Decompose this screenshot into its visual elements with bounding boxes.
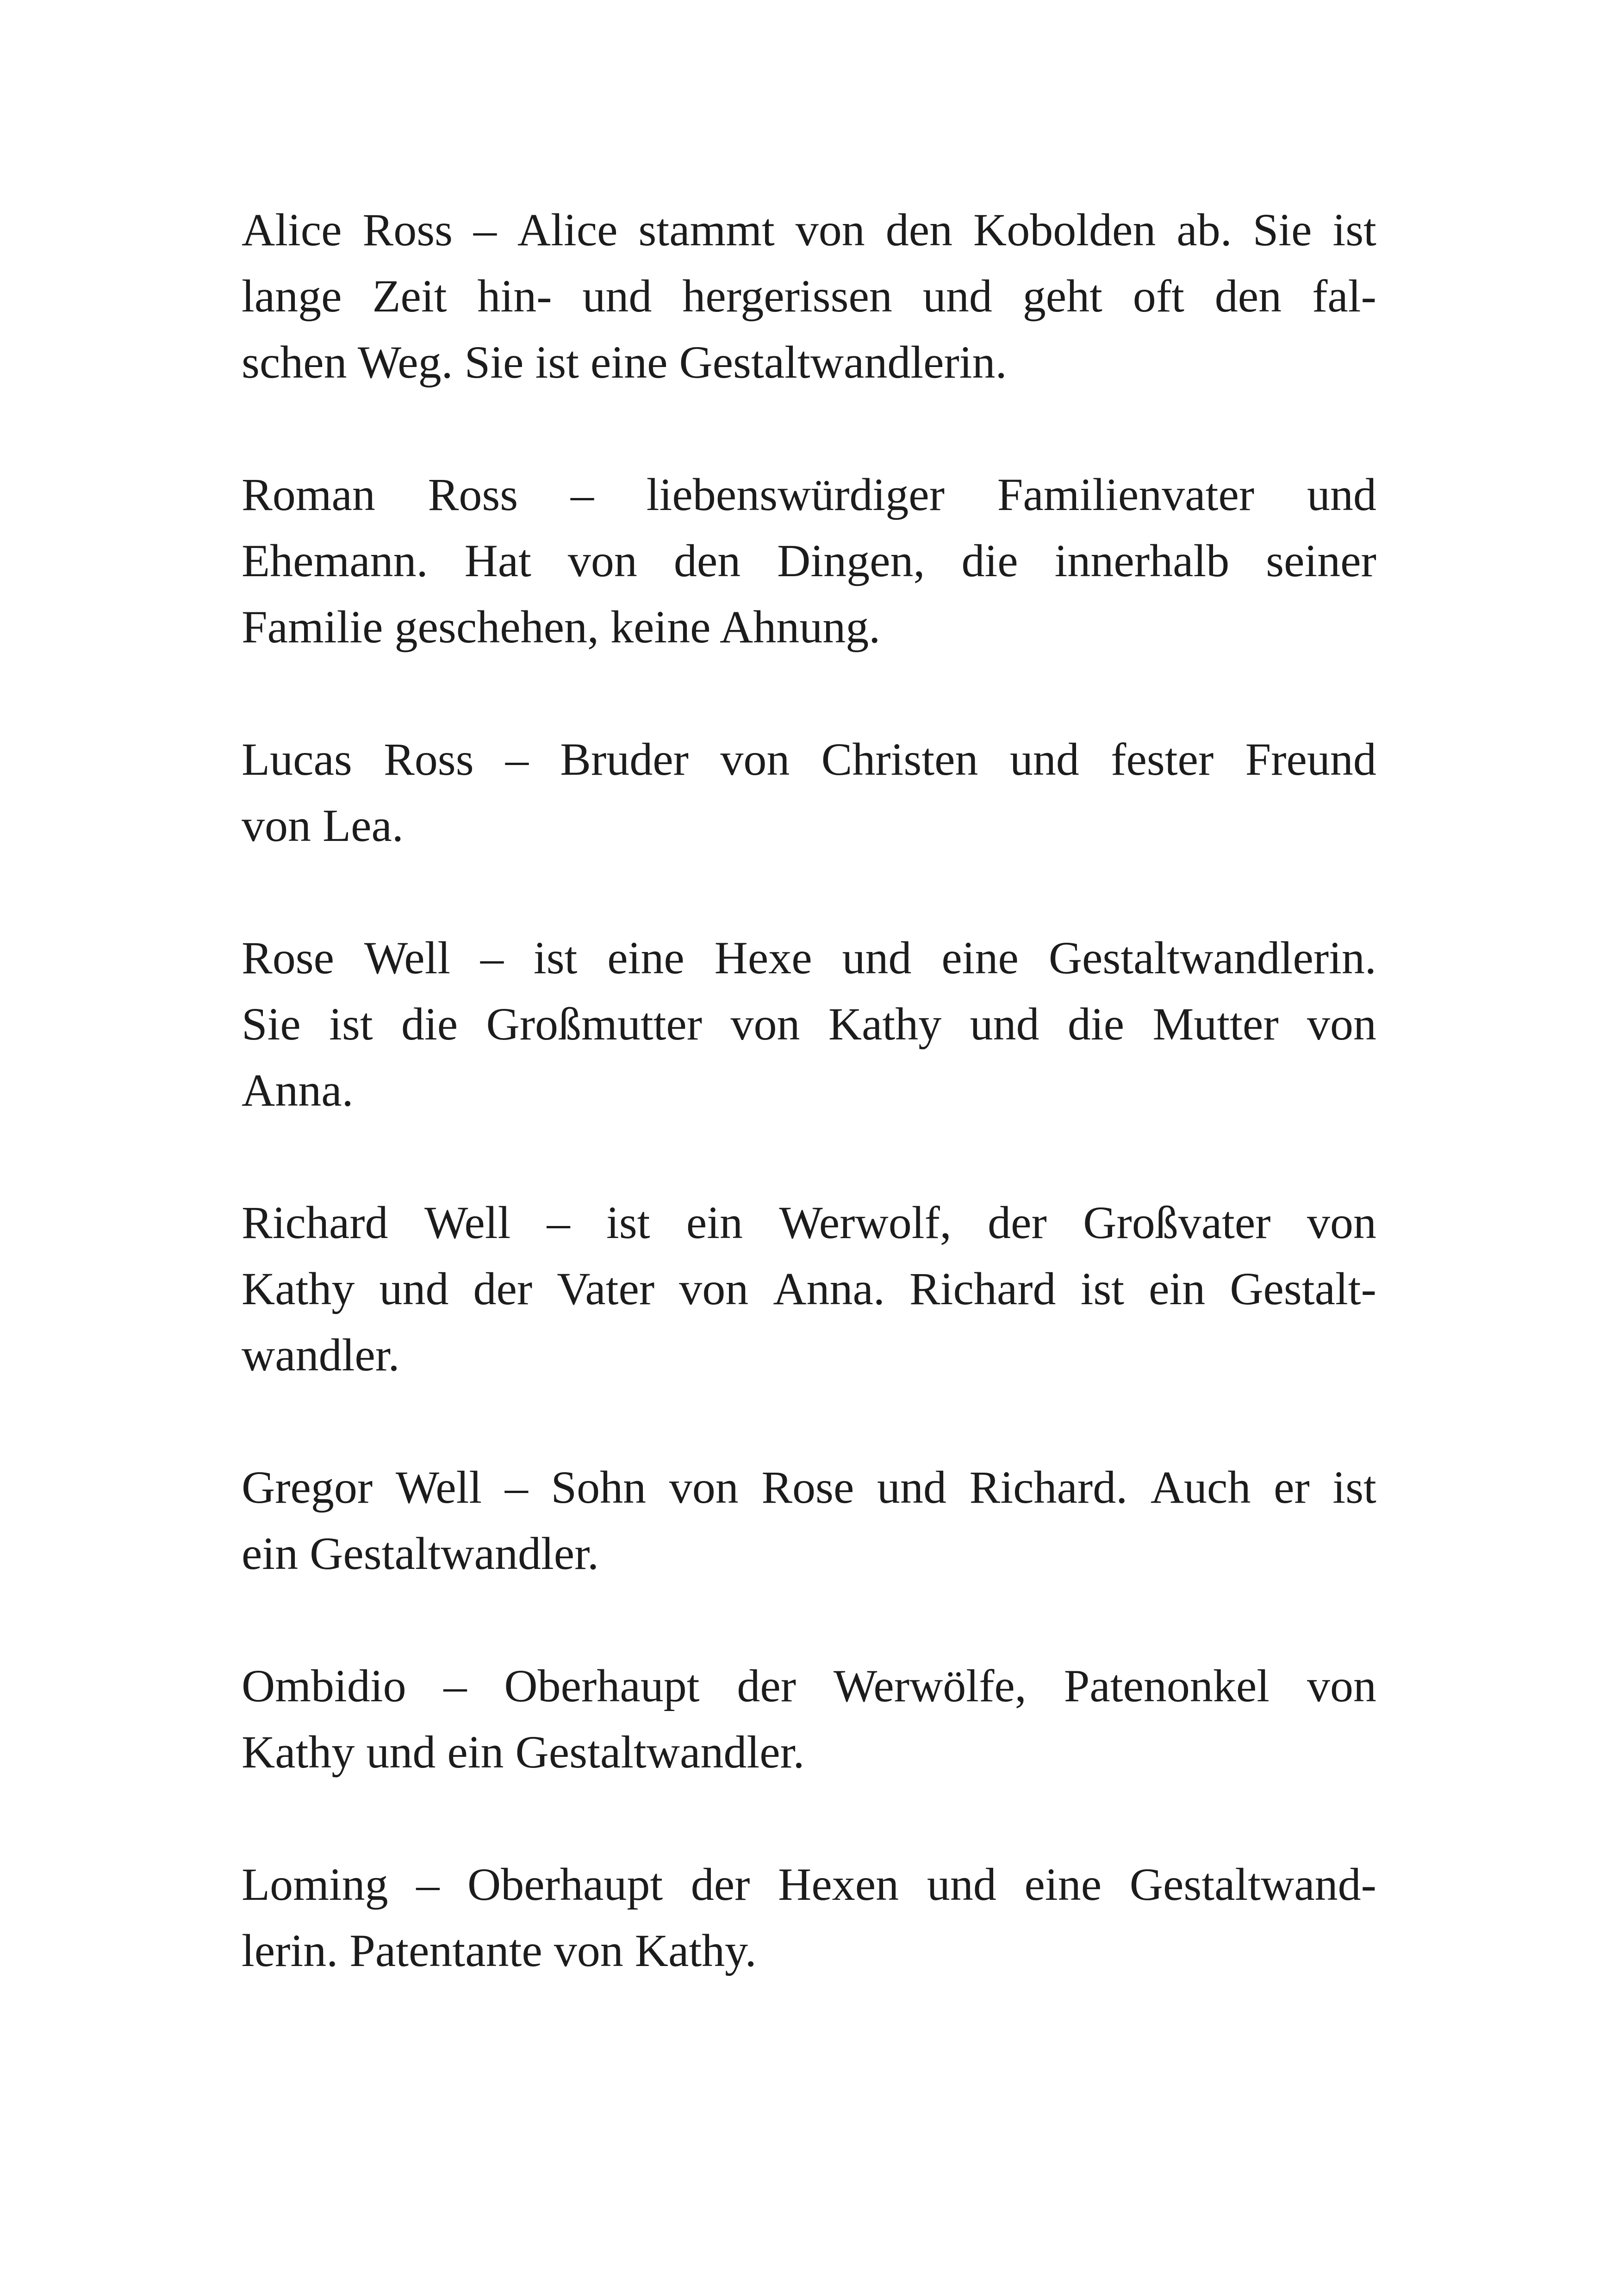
text-line: Alice Ross – Alice stammt von den Kobolden ab. Sie ist xyxy=(242,204,1376,255)
text-line: Ehemann. Hat von den Dingen, die innerhalb seiner xyxy=(242,535,1376,586)
text-line: Sie ist die Großmutter von Kathy und die Mutter von xyxy=(242,998,1376,1050)
text-line: ein Gestaltwandler. xyxy=(242,1528,599,1579)
character-entry-richard-well xyxy=(242,1189,1376,1388)
character-entry-loming xyxy=(242,1851,1376,1984)
text-line: Richard Well – ist ein Werwolf, der Großvater von xyxy=(242,1197,1376,1248)
text-line: schen Weg. Sie ist eine Gestaltwandlerin. xyxy=(242,336,1007,388)
text-line: lerin. Patentante von Kathy. xyxy=(242,1925,757,1976)
character-entry-gregor-well xyxy=(242,1454,1376,1587)
character-entry-alice-ross xyxy=(242,197,1376,395)
text-line: Loming – Oberhaupt der Hexen und eine Gestaltwand- xyxy=(242,1859,1376,1910)
text-line: Familie geschehen, keine Ahnung. xyxy=(242,601,881,653)
text-line: Anna. xyxy=(242,1064,354,1116)
character-entry-ombidio xyxy=(242,1653,1376,1785)
text-line: Rose Well – ist eine Hexe und eine Gestaltwandlerin. xyxy=(242,932,1376,983)
character-entry-lucas-ross xyxy=(242,726,1376,859)
text-line: Kathy und ein Gestaltwandler. xyxy=(242,1726,805,1778)
text-line: Roman Ross – liebenswürdiger Familienvater und xyxy=(242,469,1376,520)
text-line: lange Zeit hin- und hergerissen und geht oft den fal- xyxy=(242,270,1376,322)
character-entry-roman-ross xyxy=(242,461,1376,660)
character-list xyxy=(242,197,1376,2050)
text-line: Ombidio – Oberhaupt der Werwölfe, Patenonkel von xyxy=(242,1660,1376,1711)
text-line: Kathy und der Vater von Anna. Richard ist ein Gestalt- xyxy=(242,1263,1376,1314)
character-entry-rose-well xyxy=(242,925,1376,1123)
text-line: wandler. xyxy=(242,1329,400,1381)
text-line: Gregor Well – Sohn von Rose und Richard. Auch er ist xyxy=(242,1462,1376,1513)
text-line: Lucas Ross – Bruder von Christen und fester Freund xyxy=(242,734,1376,785)
text-line: von Lea. xyxy=(242,800,404,851)
